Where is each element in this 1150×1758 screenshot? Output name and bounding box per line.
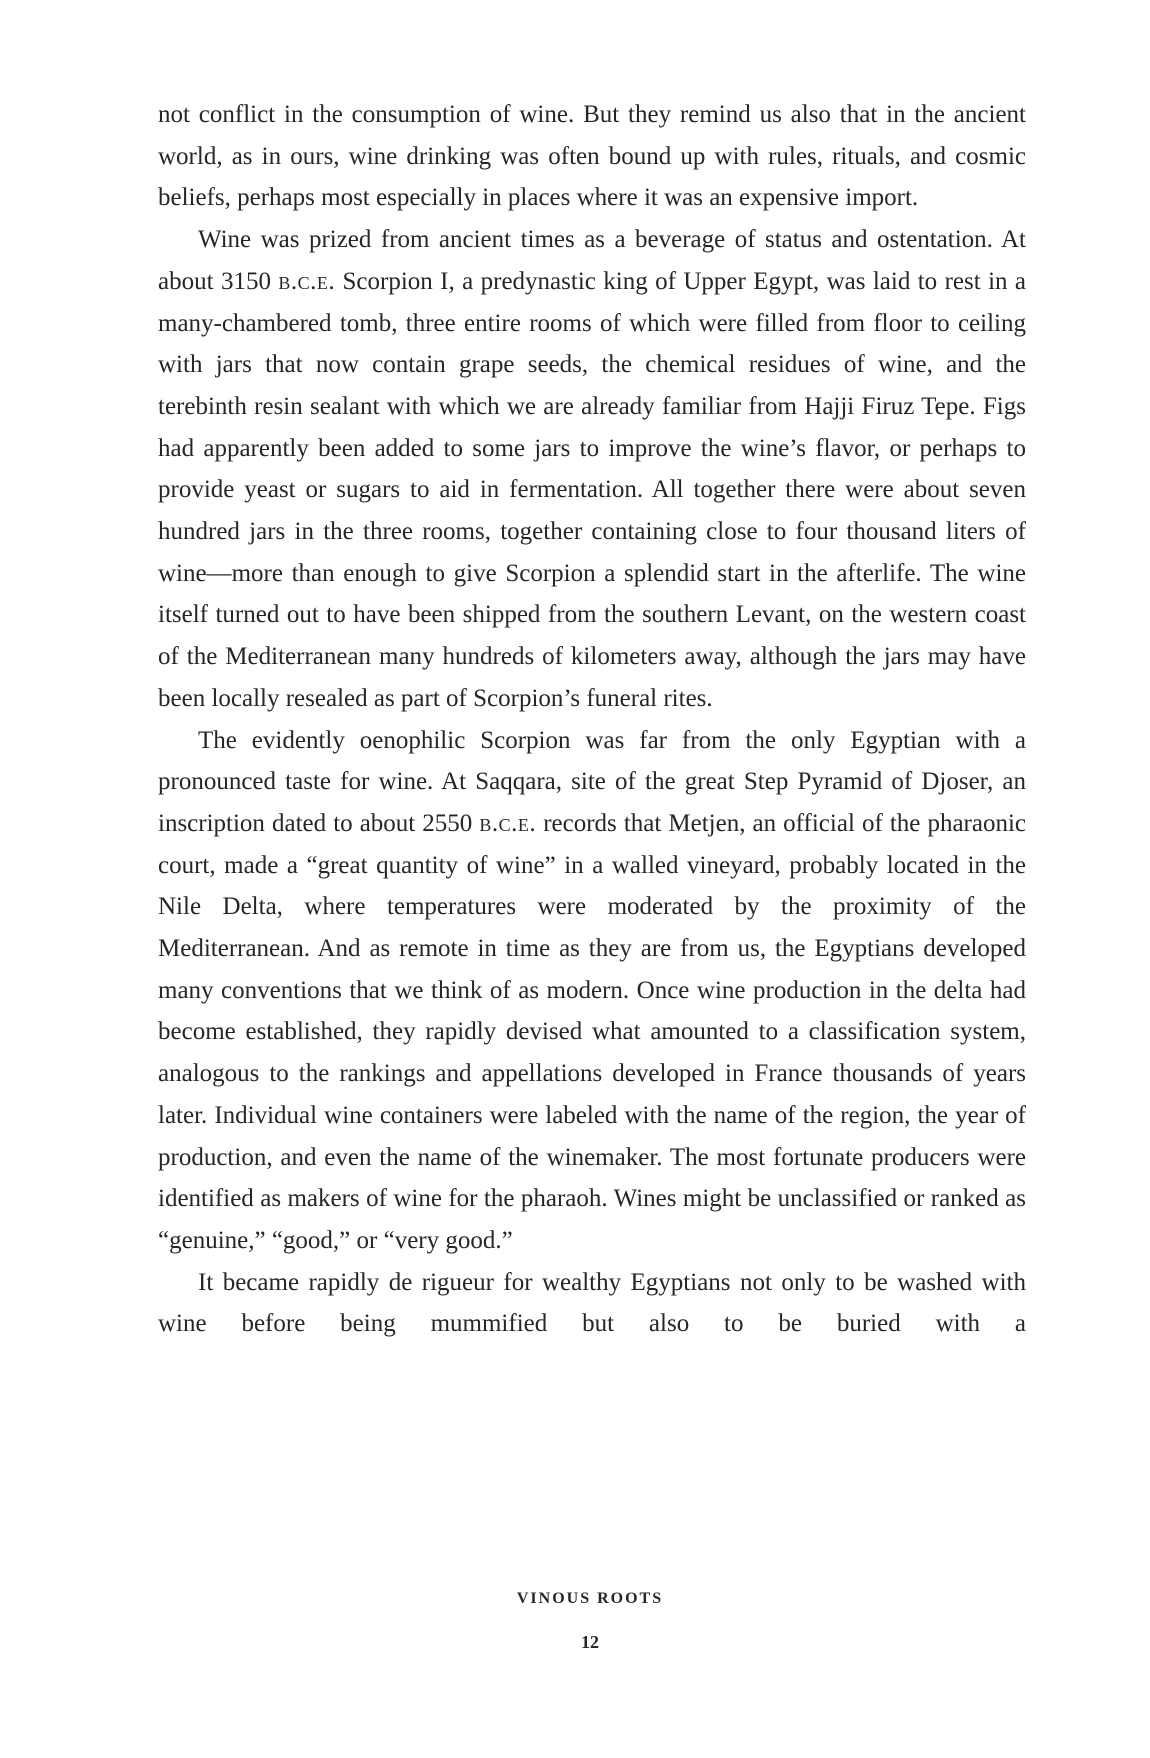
page-number: 12 (581, 1632, 599, 1652)
running-footer-title: VINOUS ROOTS (516, 1590, 664, 1607)
paragraph-2-text-before: Wine was prized from ancient times as a beverage of status and ostentation. At about 3150 (158, 226, 1026, 295)
era-abbreviation: b.c.e. (479, 809, 537, 837)
paragraph-1: not conflict in the consumption of wine. But they remind us also that in the ancient world, as in ours, wine drinking was often bound up with rules, rituals, and cosmic beliefs, perhaps most especially in places where it was an expensive import. (158, 101, 1026, 212)
paragraph-3-text-after: records that Metjen, an official of the pharaonic court, made a “great quantity of wine” in a walled vineyard, probably located in the Nile Delta, where temperatures were moderated by the proximity of the Mediterranean. And as remote in time as they are from us, the Egyptians developed many conventions that we think of as modern. Once wine production in the delta had become established, they rapidly devised what amounted to a classification system, analogous to the rankings and appellations developed in France thousands of years later. Individual wine containers were labeled with the name of the region, the year of production, and even the name of the winemaker. The most fortunate producers were identified as makers of wine for the pharaoh. Wines might be unclassified or ranked as “genuine,” “good,” or “very good.” (158, 809, 1027, 1254)
paragraph-4: It became rapidly de rigueur for wealthy Egyptians not only to be washed with wine before being mummified but also to be buried with a (158, 1268, 1026, 1338)
paragraph-2-text-after: Scorpion I, a predynastic king of Upper Egypt, was laid to rest in a many-chambered tomb, three entire rooms of which were filled from floor to ceiling with jars that now contain grape seeds, the chemical residues of wine, and the terebinth resin sealant with which we are already familiar from Hajji Firuz Tepe. Figs had apparently been added to some jars to improve the wine’s flavor, or perhaps to provide yeast or sugars to aid in fermentation. All together there were about seven hundred jars in the three rooms, together containing close to four thousand liters of wine—more than enough to give Scorpion a splendid start in the afterlife. The wine itself turned out to have been shipped from the southern Levant, on the western coast of the Mediterranean many hundreds of kilometers away, although the jars may have been locally resealed as part of Scorpion’s funeral rites. (158, 267, 1027, 712)
paragraph-2 (158, 219, 1026, 719)
era-abbreviation: b.c.e. (278, 267, 336, 295)
paragraph-3-text-before: The evidently oenophilic Scorpion was far from the only Egyptian with a pronounced taste for wine. At Saqqara, site of the great Step Pyramid of Djoser, an inscription dated to about 2550 (158, 726, 1026, 837)
body-text (158, 94, 1026, 1345)
paragraph-3 (158, 720, 1026, 1262)
